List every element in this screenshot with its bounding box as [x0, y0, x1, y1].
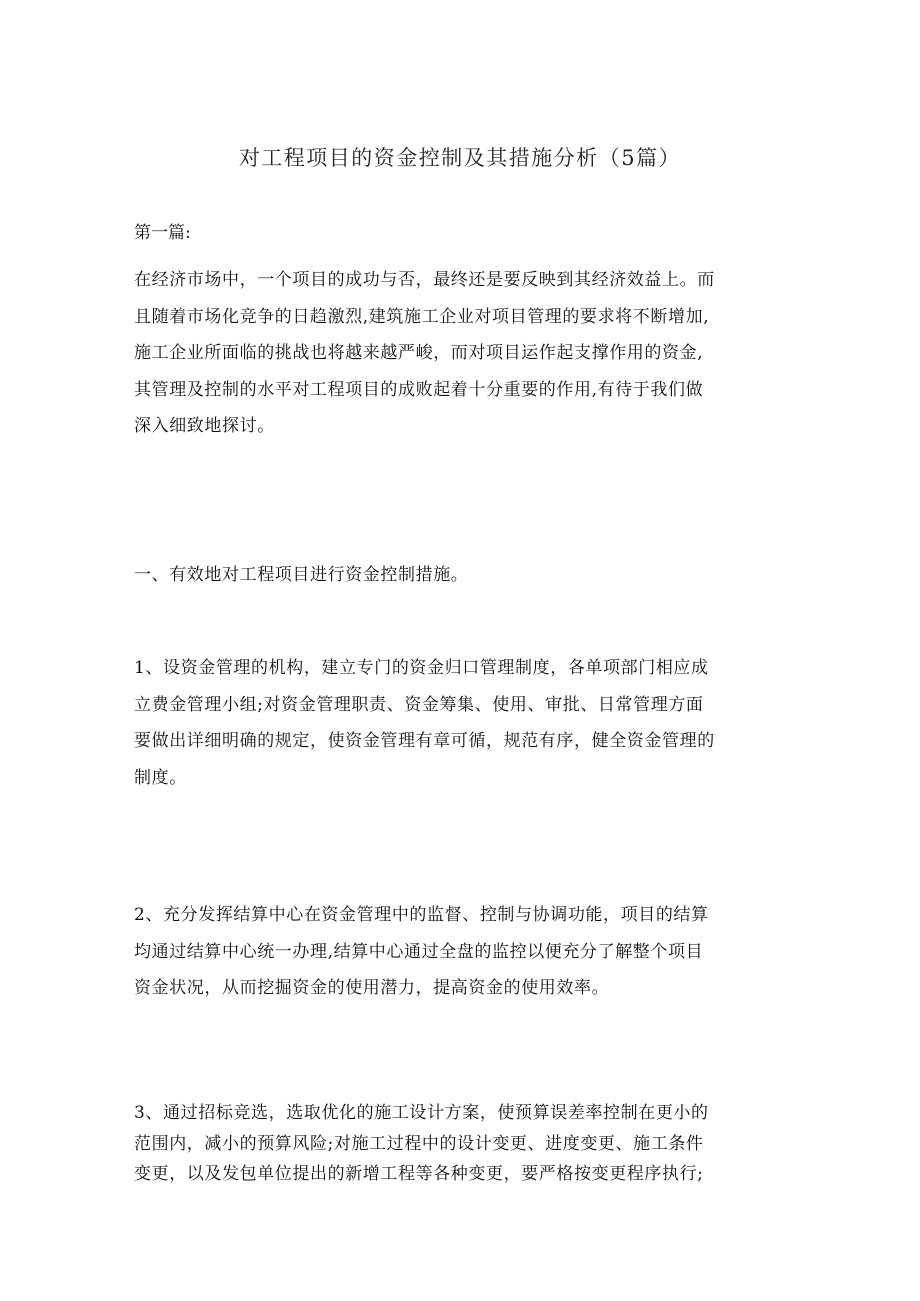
text-line: 且随着市场化竞争的日趋激烈,建筑施工企业对项目管理的要求将不断增加,: [134, 306, 710, 327]
paragraph-item-1: [134, 650, 792, 796]
text-line: 施工企业所面临的挑战也将越来越严峻，而对项目运作起支撑作用的资金,: [134, 343, 704, 363]
text-line: 变更，以及发包单位提出的新增工程等各种变更，要严格按变更程序执行;: [134, 1164, 704, 1184]
text-line: 在经济市场中，一个项目的成功与否，最终还是要反映到其经济效益上。而: [134, 270, 715, 290]
text-line: 范围内，减小的预算风险;对施工过程中的设计变更、进度变更、施工条件: [134, 1133, 704, 1154]
section-label: 第一篇:: [134, 223, 191, 243]
document-title: 对工程项目的资金控制及其措施分析（5篇）: [238, 146, 682, 170]
text-line: 其管理及控制的水平对工程项目的成败起着十分重要的作用,有待于我们做: [134, 379, 704, 400]
paragraph-item-3: [134, 1098, 792, 1190]
text-line: 一、有效地对工程项目进行资金控制措施。: [134, 565, 469, 585]
paragraph-heading-one: [134, 557, 792, 594]
text-line: 制度。: [134, 767, 187, 788]
paragraph-item-2: [134, 897, 792, 1007]
text-line: 要做出详细明确的规定，使资金管理有章可循，规范有序，健全资金管理的: [134, 731, 715, 751]
text-line: 3、通过招标竞选，选取优化的施工设计方案，使预算误差率控制在更小的: [134, 1103, 709, 1123]
text-line: 2、充分发挥结算中心在资金管理中的监督、控制与协调功能，项目的结算: [134, 905, 709, 925]
text-line: 立费金管理小组;对资金管理职责、资金筹集、使用、审批、日常管理方面: [134, 694, 704, 715]
text-line: 深入细致地探讨。: [134, 416, 275, 436]
text-line: 1、设资金管理的机构，建立专门的资金归口管理制度，各单项部门相应成: [134, 658, 709, 678]
text-line: 均通过结算中心统一办理,结算中心通过全盘的监控以便充分了解整个项目: [134, 941, 704, 962]
text-line: 资金状况，从而挖掘资金的使用潜力，提高资金的使用效率。: [134, 978, 610, 998]
paragraph-intro: [134, 262, 792, 445]
